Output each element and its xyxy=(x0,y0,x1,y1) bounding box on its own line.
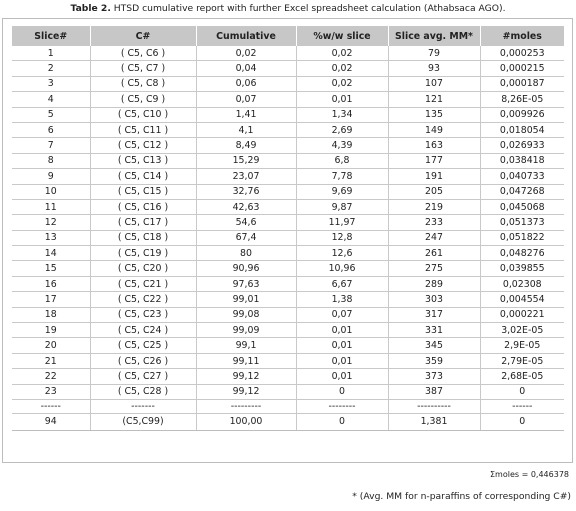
cell-carbon-range: (C5,C99) xyxy=(90,413,196,430)
cell-carbon-range: ( C5, C28 ) xyxy=(90,384,196,399)
table-row xyxy=(12,307,564,322)
separator-row xyxy=(12,399,564,413)
moles-sum: Σmoles = 0,446378 xyxy=(489,470,569,479)
cell-moles: 0,047268 xyxy=(480,184,564,199)
cell-avg-mm: 317 xyxy=(388,307,480,322)
cell-avg-mm: 121 xyxy=(388,92,480,107)
table-row xyxy=(12,215,564,230)
cell-slice: 22 xyxy=(12,369,90,384)
table-row xyxy=(12,276,564,291)
cell-moles: 0,009926 xyxy=(480,107,564,122)
cell-avg-mm: 289 xyxy=(388,276,480,291)
cell-avg-mm: 345 xyxy=(388,338,480,353)
cell-ww-slice: 0,01 xyxy=(296,338,388,353)
cell-ww-slice: 6,67 xyxy=(296,276,388,291)
cell-carbon-range: ( C5, C21 ) xyxy=(90,276,196,291)
cell-avg-mm: 247 xyxy=(388,230,480,245)
cell-cumulative: 0,04 xyxy=(196,61,296,76)
cell-slice: 5 xyxy=(12,107,90,122)
table-row xyxy=(12,323,564,338)
cell-carbon-range: ( C5, C11 ) xyxy=(90,122,196,137)
cell-moles: 0,040733 xyxy=(480,169,564,184)
cell-cumulative: 0,06 xyxy=(196,76,296,91)
cell-ww-slice: 7,78 xyxy=(296,169,388,184)
cell-ww-slice: 0,01 xyxy=(296,92,388,107)
cell-moles: 0,000215 xyxy=(480,61,564,76)
cell-cumulative: 15,29 xyxy=(196,153,296,168)
cell-ww-slice: 12,8 xyxy=(296,230,388,245)
table-row xyxy=(12,353,564,368)
cell-carbon-range: ( C5, C8 ) xyxy=(90,76,196,91)
cell-cumulative: 1,41 xyxy=(196,107,296,122)
cell-moles: 2,68E-05 xyxy=(480,369,564,384)
header-ww-slice: %w/w slice xyxy=(296,26,388,46)
table-row xyxy=(12,292,564,307)
cell-moles: 0,051822 xyxy=(480,230,564,245)
table-caption xyxy=(0,0,576,16)
cell-slice: 2 xyxy=(12,61,90,76)
cell-carbon-range: ( C5, C13 ) xyxy=(90,153,196,168)
cell-avg-mm: 233 xyxy=(388,215,480,230)
cell-ww-slice: 11,97 xyxy=(296,215,388,230)
table-row xyxy=(12,199,564,214)
cell-carbon-range: ( C5, C7 ) xyxy=(90,61,196,76)
cell-moles: ------ xyxy=(480,399,564,413)
cell-carbon-range: ( C5, C9 ) xyxy=(90,92,196,107)
cell-slice: 19 xyxy=(12,323,90,338)
cell-slice: 14 xyxy=(12,246,90,261)
cell-slice: 11 xyxy=(12,199,90,214)
table-body xyxy=(12,46,564,430)
table-row xyxy=(12,230,564,245)
cell-slice: 23 xyxy=(12,384,90,399)
cell-avg-mm: ---------- xyxy=(388,399,480,413)
cell-carbon-range: ( C5, C10 ) xyxy=(90,107,196,122)
cell-moles: 0,051373 xyxy=(480,215,564,230)
cell-slice: 7 xyxy=(12,138,90,153)
table-row xyxy=(12,92,564,107)
cell-carbon-range: ( C5, C19 ) xyxy=(90,246,196,261)
cell-moles: 2,9E-05 xyxy=(480,338,564,353)
cell-ww-slice: 0 xyxy=(296,384,388,399)
cell-slice: 21 xyxy=(12,353,90,368)
table-row xyxy=(12,169,564,184)
cell-carbon-range: ( C5, C25 ) xyxy=(90,338,196,353)
cell-ww-slice: 6,8 xyxy=(296,153,388,168)
cell-cumulative: 4,1 xyxy=(196,122,296,137)
cell-ww-slice: -------- xyxy=(296,399,388,413)
cell-carbon-range: ( C5, C23 ) xyxy=(90,307,196,322)
cell-avg-mm: 163 xyxy=(388,138,480,153)
cell-slice: ------ xyxy=(12,399,90,413)
cell-ww-slice: 4,39 xyxy=(296,138,388,153)
cell-carbon-range: ( C5, C6 ) xyxy=(90,46,196,61)
header-slice-avg-mm: Slice avg. MM* xyxy=(388,26,480,46)
table-frame xyxy=(2,18,573,463)
cell-slice: 9 xyxy=(12,169,90,184)
cell-slice: 20 xyxy=(12,338,90,353)
cell-avg-mm: 79 xyxy=(388,46,480,61)
cell-slice: 3 xyxy=(12,76,90,91)
cell-cumulative: 23,07 xyxy=(196,169,296,184)
cell-ww-slice: 2,69 xyxy=(296,122,388,137)
cell-slice: 10 xyxy=(12,184,90,199)
table-row xyxy=(12,153,564,168)
cell-ww-slice: 0,01 xyxy=(296,369,388,384)
cell-cumulative: 0,02 xyxy=(196,46,296,61)
cell-avg-mm: 275 xyxy=(388,261,480,276)
cell-carbon-range: ( C5, C27 ) xyxy=(90,369,196,384)
cell-moles: 0,026933 xyxy=(480,138,564,153)
cell-ww-slice: 0,02 xyxy=(296,61,388,76)
footnote: * (Avg. MM for n-paraffins of corresponding C#) xyxy=(352,491,571,502)
cell-avg-mm: 191 xyxy=(388,169,480,184)
table-row xyxy=(12,61,564,76)
header-cumulative: Cumulative xyxy=(196,26,296,46)
cell-cumulative: 0,07 xyxy=(196,92,296,107)
cell-avg-mm: 135 xyxy=(388,107,480,122)
table-row xyxy=(12,338,564,353)
cell-avg-mm: 107 xyxy=(388,76,480,91)
cell-moles: 8,26E-05 xyxy=(480,92,564,107)
cell-moles: 0,039855 xyxy=(480,261,564,276)
cell-moles: 0,004554 xyxy=(480,292,564,307)
cell-ww-slice: 0,07 xyxy=(296,307,388,322)
table-row xyxy=(12,261,564,276)
cell-cumulative: 99,09 xyxy=(196,323,296,338)
cell-carbon-range: ( C5, C26 ) xyxy=(90,353,196,368)
cell-cumulative: --------- xyxy=(196,399,296,413)
cell-slice: 18 xyxy=(12,307,90,322)
cell-carbon-range: ( C5, C20 ) xyxy=(90,261,196,276)
cell-cumulative: 67,4 xyxy=(196,230,296,245)
table-row xyxy=(12,122,564,137)
data-table xyxy=(12,26,564,431)
cell-carbon-range: ( C5, C17 ) xyxy=(90,215,196,230)
cell-cumulative: 100,00 xyxy=(196,413,296,430)
table-row xyxy=(12,76,564,91)
table-row xyxy=(12,184,564,199)
cell-avg-mm: 387 xyxy=(388,384,480,399)
cell-ww-slice: 1,34 xyxy=(296,107,388,122)
cell-moles: 0,02308 xyxy=(480,276,564,291)
cell-moles: 0 xyxy=(480,384,564,399)
cell-ww-slice: 9,87 xyxy=(296,199,388,214)
header-row xyxy=(12,26,564,46)
cell-carbon-range: ( C5, C14 ) xyxy=(90,169,196,184)
table-row xyxy=(12,246,564,261)
total-row xyxy=(12,413,564,430)
cell-ww-slice: 10,96 xyxy=(296,261,388,276)
cell-ww-slice: 0,01 xyxy=(296,323,388,338)
table-row xyxy=(12,107,564,122)
cell-cumulative: 32,76 xyxy=(196,184,296,199)
cell-ww-slice: 0,02 xyxy=(296,46,388,61)
cell-carbon-range: ( C5, C16 ) xyxy=(90,199,196,214)
table-row xyxy=(12,138,564,153)
cell-moles: 0 xyxy=(480,413,564,430)
header-slice: Slice# xyxy=(12,26,90,46)
cell-carbon-range: ( C5, C15 ) xyxy=(90,184,196,199)
cell-avg-mm: 149 xyxy=(388,122,480,137)
cell-cumulative: 99,12 xyxy=(196,369,296,384)
caption-label: Table 2. xyxy=(70,3,111,14)
cell-avg-mm: 331 xyxy=(388,323,480,338)
cell-carbon-range: ( C5, C18 ) xyxy=(90,230,196,245)
cell-slice: 12 xyxy=(12,215,90,230)
cell-avg-mm: 373 xyxy=(388,369,480,384)
cell-moles: 2,79E-05 xyxy=(480,353,564,368)
cell-moles: 0,000221 xyxy=(480,307,564,322)
cell-cumulative: 80 xyxy=(196,246,296,261)
table-row xyxy=(12,384,564,399)
cell-cumulative: 99,01 xyxy=(196,292,296,307)
cell-ww-slice: 0,02 xyxy=(296,76,388,91)
cell-ww-slice: 12,6 xyxy=(296,246,388,261)
cell-slice: 16 xyxy=(12,276,90,291)
cell-avg-mm: 303 xyxy=(388,292,480,307)
cell-cumulative: 8,49 xyxy=(196,138,296,153)
cell-cumulative: 99,1 xyxy=(196,338,296,353)
cell-carbon-range: ------- xyxy=(90,399,196,413)
cell-slice: 4 xyxy=(12,92,90,107)
cell-slice: 94 xyxy=(12,413,90,430)
cell-cumulative: 97,63 xyxy=(196,276,296,291)
cell-ww-slice: 0,01 xyxy=(296,353,388,368)
cell-cumulative: 99,11 xyxy=(196,353,296,368)
cell-slice: 8 xyxy=(12,153,90,168)
cell-ww-slice: 0 xyxy=(296,413,388,430)
cell-ww-slice: 9,69 xyxy=(296,184,388,199)
cell-avg-mm: 1,381 xyxy=(388,413,480,430)
cell-slice: 13 xyxy=(12,230,90,245)
cell-moles: 0,018054 xyxy=(480,122,564,137)
cell-cumulative: 99,08 xyxy=(196,307,296,322)
cell-carbon-range: ( C5, C24 ) xyxy=(90,323,196,338)
header-carbon-number: C# xyxy=(90,26,196,46)
cell-avg-mm: 219 xyxy=(388,199,480,214)
cell-slice: 6 xyxy=(12,122,90,137)
cell-moles: 3,02E-05 xyxy=(480,323,564,338)
cell-moles: 0,045068 xyxy=(480,199,564,214)
cell-slice: 15 xyxy=(12,261,90,276)
table-row xyxy=(12,46,564,61)
caption-text: HTSD cumulative report with further Excel spreadsheet calculation (Athabsaca AGO). xyxy=(110,3,506,14)
cell-moles: 0,000187 xyxy=(480,76,564,91)
cell-slice: 17 xyxy=(12,292,90,307)
header-moles: #moles xyxy=(480,26,564,46)
cell-moles: 0,000253 xyxy=(480,46,564,61)
cell-carbon-range: ( C5, C12 ) xyxy=(90,138,196,153)
cell-avg-mm: 359 xyxy=(388,353,480,368)
cell-ww-slice: 1,38 xyxy=(296,292,388,307)
cell-carbon-range: ( C5, C22 ) xyxy=(90,292,196,307)
table-row xyxy=(12,369,564,384)
cell-cumulative: 90,96 xyxy=(196,261,296,276)
cell-cumulative: 99,12 xyxy=(196,384,296,399)
cell-avg-mm: 93 xyxy=(388,61,480,76)
cell-moles: 0,048276 xyxy=(480,246,564,261)
cell-cumulative: 42,63 xyxy=(196,199,296,214)
cell-slice: 1 xyxy=(12,46,90,61)
cell-avg-mm: 261 xyxy=(388,246,480,261)
cell-cumulative: 54,6 xyxy=(196,215,296,230)
cell-avg-mm: 177 xyxy=(388,153,480,168)
cell-avg-mm: 205 xyxy=(388,184,480,199)
cell-moles: 0,038418 xyxy=(480,153,564,168)
